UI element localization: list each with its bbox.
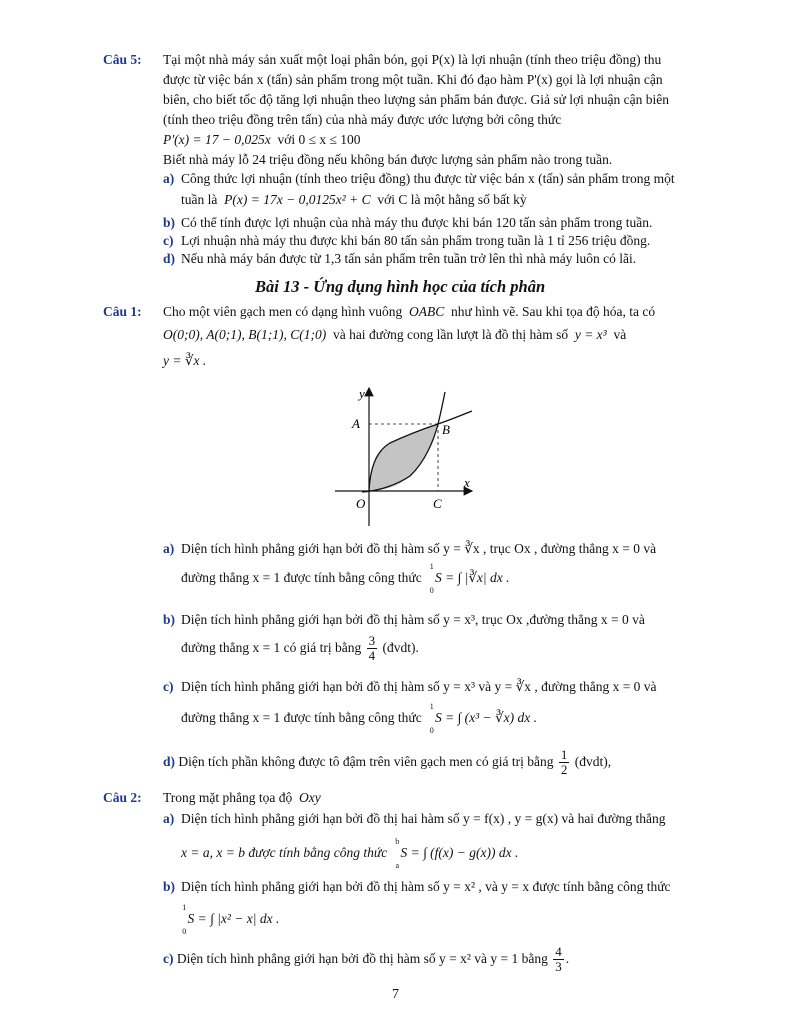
- cau2-c-line: c) Diện tích hình phẳng giới hạn bởi đồ thị hàm số y = x² và y = 1 bằng $\frac{4}{3}$ .: [163, 944, 570, 975]
- page-number: 7: [392, 987, 399, 1002]
- cau2-b-label: b): [163, 879, 176, 894]
- label-x: x: [464, 475, 470, 490]
- cau1-c-line2: [181, 703, 537, 735]
- cau2-c-label: c): [163, 950, 174, 966]
- cau1-label: Câu 1:: [103, 304, 142, 319]
- cau5-label: Câu 5:: [103, 52, 142, 67]
- cau5-formula-line: [163, 132, 361, 148]
- cau1-line1-post: như hình vẽ. Sau khi tọa độ hóa, ta có: [450, 304, 656, 319]
- cau5-c-label: c): [163, 233, 174, 248]
- cau5-a-pre: tuần là: [181, 192, 218, 207]
- section-title: Bài 13 - Ứng dụng hình học của tích phân: [255, 277, 546, 296]
- cau2-a-pre: x = a, x = b được tính bằng công thức: [181, 845, 388, 861]
- cau1-b-line1: Diện tích hình phẳng giới hạn bởi đồ thị hàm số y = x³, trục Ox ,đường thẳng x = 0 và: [181, 612, 645, 627]
- cau1-c-label: c): [163, 679, 174, 694]
- cau2-a-line1: Diện tích hình phẳng giới hạn bởi đồ thị hai hàm số y = f(x) , y = g(x) và hai đường thẳng: [181, 811, 666, 826]
- cau1-d-line: [163, 748, 611, 778]
- cau5-line: (tính theo triệu đồng trên tấn) của nhà máy được ước lượng bởi công thức: [163, 112, 562, 127]
- cau5-line: Tại một nhà máy sản xuất một loại phân bón, gọi P(x) là lợi nhuận (tính theo triệu đồng) thu: [163, 52, 662, 67]
- cau2-line1-pre: Trong mặt phẳng tọa độ: [163, 790, 293, 805]
- cau5-formula: P'(x) = 17 − 0,025x: [163, 132, 271, 147]
- cau1-c-formula: S = ∫ (x³ − ∛x) dx .: [434, 710, 537, 726]
- cau5-line: được từ việc bán x (tấn) sản phẩm trong một tuần. Khi đó đạo hàm P'(x) gọi là lợi nhuận cận: [163, 72, 663, 87]
- cau1-b-pre: đường thẳng x = 1 có giá trị bằng: [181, 639, 362, 655]
- integral-limits: 1 0: [429, 702, 434, 736]
- label-y: y: [359, 386, 365, 401]
- integral-limits: b a: [395, 837, 400, 871]
- cau1-d-label: d): [163, 753, 176, 769]
- cau5-a-line1: Công thức lợi nhuận (tính theo triệu đồng) thu được từ việc bán x (tấn) sản phẩm trong một: [181, 171, 675, 186]
- cau5-c-text: Lợi nhuận nhà máy thu được khi bán 80 tấn sản phẩm trong tuần là 1 tỉ 256 triệu đồng.: [181, 233, 651, 248]
- cau5-a-line2: [181, 192, 527, 208]
- cau1-line2: [163, 327, 626, 343]
- cau1-d-pre: Diện tích phần không được tô đậm trên viên gạch men có giá trị bằng: [178, 753, 554, 769]
- label-A: A: [352, 416, 360, 431]
- cau1-cubic: y = x³: [574, 327, 607, 342]
- cau1-b-label: b): [163, 612, 176, 627]
- cau2-b-line1: Diện tích hình phẳng giới hạn bởi đồ thị hàm số y = x² , và y = x được tính bằng công thức: [181, 879, 671, 894]
- cau2-label: Câu 2:: [103, 790, 142, 805]
- cau1-a-line2: [181, 563, 510, 595]
- cau2-a-label: a): [163, 811, 175, 826]
- label-B: B: [442, 422, 450, 437]
- cau2-b-line2: [181, 904, 279, 936]
- cau1-line1: [163, 304, 655, 320]
- cau2-a-line2: [181, 838, 518, 870]
- cau1-line3: y = ∛x .: [163, 353, 207, 368]
- cau5-d-text: Nếu nhà máy bán được từ 1,3 tấn sản phẩm trên tuần trở lên thì nhà máy luôn có lãi.: [181, 251, 637, 266]
- cau5-a-formula: P(x) = 17x − 0,0125x² + C: [224, 192, 371, 207]
- label-C: C: [433, 496, 442, 511]
- cau1-d-unit: (đvdt),: [574, 753, 612, 769]
- cau1-square-name: OABC: [408, 304, 445, 319]
- integral-limits: 1 0: [429, 562, 434, 596]
- cau2-line1: [163, 790, 321, 806]
- shaded-region: [369, 424, 438, 491]
- cau5-formula-cond: với 0 ≤ x ≤ 100: [277, 132, 361, 147]
- cau1-line1-pre: Cho một viên gạch men có dạng hình vuông: [163, 304, 403, 319]
- cau1-c-pre: đường thẳng x = 1 được tính bằng công thức: [181, 710, 422, 726]
- cau5-d-label: d): [163, 251, 176, 266]
- cau1-b-unit: (đvdt).: [382, 639, 419, 655]
- fraction-3-4: $\frac{3}{4}$: [368, 633, 376, 664]
- fraction-1-2: $\frac{1}{2}$: [560, 747, 568, 778]
- cau1-c-line1: Diện tích hình phẳng giới hạn bởi đồ thị hàm số y = x³ và y = ∛x , đường thẳng x = 0 và: [181, 679, 657, 694]
- cau5-b-text: Có thể tính được lợi nhuận của nhà máy thu được khi bán 120 tấn sản phẩm trong tuần.: [181, 215, 653, 230]
- cau5-b-label: b): [163, 215, 176, 230]
- cau1-a-line1: Diện tích hình phẳng giới hạn bởi đồ thị hàm số y = ∛x , trục Ox , đường thẳng x = 0 và: [181, 541, 657, 556]
- integral-limits: 1 0: [182, 903, 187, 937]
- cau5-a-post: với C là một hằng số bất kỳ: [377, 192, 527, 207]
- cau1-a-formula: S = ∫ |∛x| dx .: [434, 570, 510, 586]
- cau1-b-line2: [181, 634, 419, 664]
- cau2-c-pre: Diện tích hình phẳng giới hạn bởi đồ thị hàm số y = x² và y = 1 bằng: [176, 950, 548, 966]
- cau1-a-label: a): [163, 541, 175, 556]
- cau5-line: biên, cho biết tốc độ tăng lợi nhuận theo lượng sản phẩm bán được. Giả sử lợi nhuận cận biên: [163, 92, 670, 107]
- area-figure: [330, 380, 490, 530]
- cau5-a-label: a): [163, 171, 175, 186]
- cau1-a-pre: đường thẳng x = 1 được tính bằng công thức: [181, 570, 422, 586]
- cau2-plane: Oxy: [299, 790, 321, 805]
- cau2-b-formula: S = ∫ |x² − x| dx .: [187, 911, 280, 927]
- fraction-4-3: $\frac{4}{3}$: [555, 944, 562, 975]
- cau2-a-formula: S = ∫ (f(x) − g(x)) dx .: [400, 845, 519, 861]
- cau1-line2-post: và hai đường cong lần lượt là đồ thị hàm số: [332, 327, 569, 342]
- cau5-given: Biết nhà máy lỗ 24 triệu đồng nếu không bán được lượng sản phẩm nào trong tuần.: [163, 152, 613, 167]
- cau1-points: O(0;0), A(0;1), B(1;1), C(1;0): [163, 327, 327, 342]
- label-O: O: [356, 496, 366, 511]
- cau1-and: và: [613, 327, 627, 342]
